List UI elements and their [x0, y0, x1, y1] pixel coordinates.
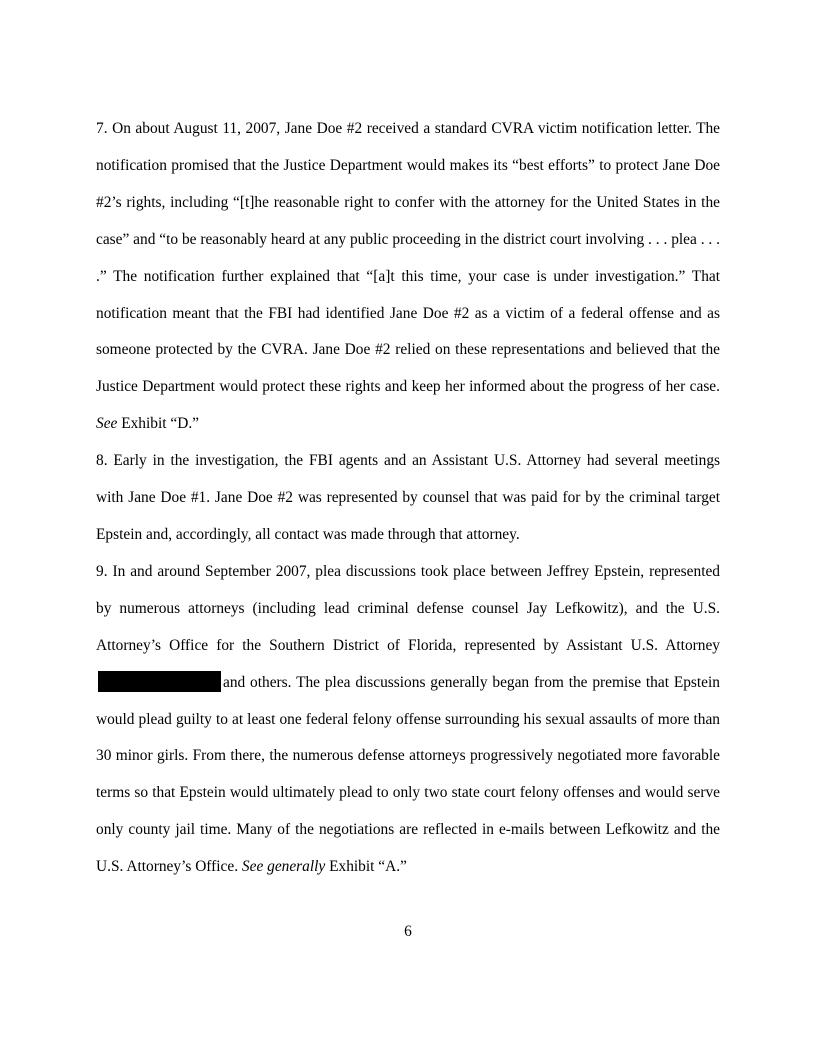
paragraph-7	[96, 111, 720, 443]
paragraph-9-text-before-redaction: 9. In and around September 2007, plea discussions took place between Jeffrey Epstein, represented by numerous attorneys (including lead criminal defense counsel Jay Lefkowitz), and the U.S. Attorney’s Office for the Southern District of Florida, represented by Assistant U.S. Attorney	[96, 562, 720, 654]
paragraph-8-text: 8. Early in the investigation, the FBI agents and an Assistant U.S. Attorney had several meetings with Jane Doe #1. Jane Doe #2 was represented by counsel that was paid for by the criminal target Epstein and, accordingly, all contact was made through that attorney.	[96, 452, 720, 543]
paragraph-9	[96, 554, 720, 886]
citation-signal: See generally	[241, 858, 326, 876]
citation-signal: See	[96, 415, 118, 433]
exhibit-reference: Exhibit “A.”	[325, 858, 407, 876]
paragraph-8	[96, 443, 720, 554]
paragraph-9-text-after-redaction: and others. The plea discussions generally began from the premise that Epstein would plead guilty to at least one federal felony offense surrounding his sexual assaults of more than 30 minor girls. From there, the numerous defense attorneys progressively negotiated more favorable terms so that Epstein would ultimately plead to only two state court felony offenses and would serve only county jail time. Many of the negotiations are reflected in e-mails between Lefkowitz and the U.S. Attorney’s Office.	[96, 673, 720, 876]
paragraph-7-text: 7. On about August 11, 2007, Jane Doe #2 received a standard CVRA victim notification letter. The notification promised that the Justice Department would makes its “best efforts” to protect Jane Doe #2’s rights, including “[t]he reasonable right to confer with the attorney for the United States in the case” and “to be reasonably heard at any public proceeding in the district court involving . . . plea . . . .” The notification further explained that “[a]t this time, your case is under investigation.” That notification meant that the FBI had identified Jane Doe #2 as a victim of a federal offense and as someone protected by the CVRA. Jane Doe #2 relied on these representations and believed that the Justice Department would protect these rights and keep her informed about the progress of her case.	[96, 120, 720, 396]
redaction-bar	[98, 671, 221, 692]
exhibit-reference: Exhibit “D.”	[117, 415, 199, 433]
page-number: 6	[404, 923, 412, 940]
page-body	[96, 111, 720, 886]
